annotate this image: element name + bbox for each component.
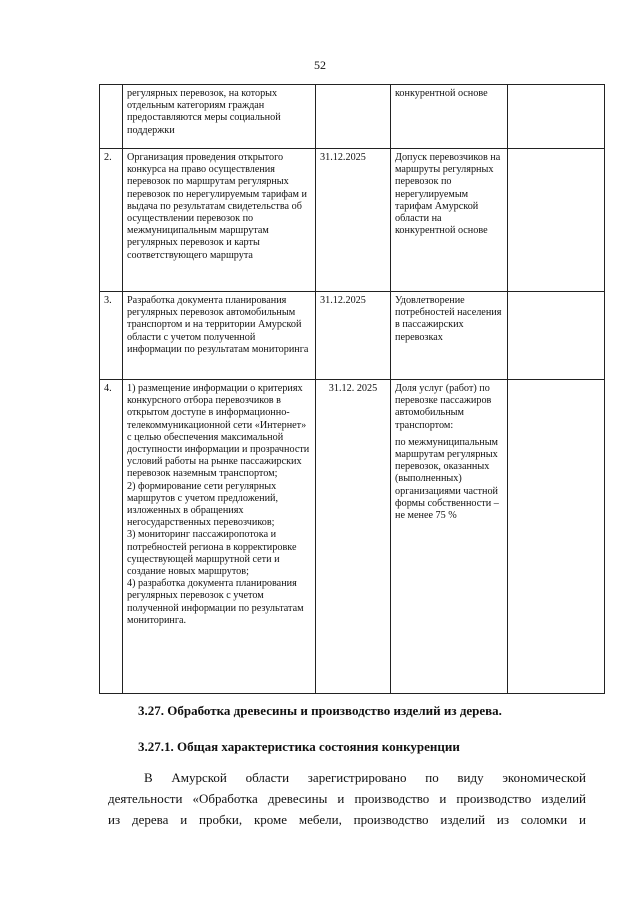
- deadline-date: [316, 85, 391, 149]
- table-row: [100, 292, 605, 380]
- row-number: [100, 85, 123, 149]
- expected-result: [391, 292, 508, 380]
- expected-result: [391, 85, 508, 149]
- expected-result: [391, 380, 508, 694]
- measure-text-part: 3) мониторинг пассажиропотока и потребностей региона в корректировке существующей маршрутной сети и создание новых маршрутов;: [127, 529, 297, 578]
- expected-result: [391, 149, 508, 292]
- measure-text-part: 2) формирование сети регулярных маршрутов с учетом предложений, изложенных в обращениях негосударственных перевозчиков;: [127, 480, 279, 529]
- body-paragraph: [108, 767, 586, 830]
- row-number: 3.: [100, 292, 123, 380]
- measure-text-part: 4) разработка документа планирования регулярных перевозок с учетом полученной информации по результатам мониторинга.: [127, 578, 304, 626]
- measure-text-part: регулярных перевозок, на которых отдельным категориям граждан предоставляются меры социальной поддержки: [127, 88, 281, 136]
- table-row: [100, 149, 605, 292]
- empty-cell: [508, 85, 605, 149]
- measure-text: [123, 149, 316, 292]
- paragraph-line: В Амурской области зарегистрировано по виду экономической: [144, 770, 586, 785]
- empty-cell: [508, 149, 605, 292]
- measures-table: [99, 84, 605, 694]
- table-row: [100, 85, 605, 149]
- subsection-heading: 3.27.1. Общая характеристика состояния конкуренции: [138, 739, 460, 754]
- result-text-part: Доля услуг (работ) по перевозке пассажиров автомобильным транспортом:: [395, 383, 492, 431]
- empty-cell: [508, 380, 605, 694]
- result-text-part: конкурентной основе: [395, 88, 488, 99]
- deadline-date: 31.12.2025: [316, 149, 391, 292]
- result-text-part: Допуск перевозчиков на маршруты регулярных перевозок по нерегулируемым тарифам Амурской области на конкурентной основе: [395, 152, 501, 237]
- measure-text: [123, 85, 316, 149]
- deadline-date: 31.12.2025: [316, 292, 391, 380]
- row-number: 2.: [100, 149, 123, 292]
- measure-text-part: Организация проведения открытого конкурса на право осуществления перевозок по маршрутам регулярных перевозок по нерегулируемым тарифам и выдача по результатам свидетельства об осуществлении перевозок по межмуниципальным маршрутам регулярных перевозок и карты соответствующего маршрута: [127, 152, 307, 261]
- measure-text-part: 1) размещение информации о критериях конкурсного отбора перевозчиков в открытом доступе в информационно-телекоммуникационной сети «Интернет» с целью обеспечения максимальной доступности информации и прозрачности условий работы на рынке пассажирских перевозок наземным транспортом;: [127, 383, 310, 480]
- empty-cell: [508, 292, 605, 380]
- section-heading: 3.27. Обработка древесины и производство изделий из дерева.: [138, 703, 502, 718]
- result-text-part: Удовлетворение потребностей населения в пассажирских перевозках: [395, 295, 502, 343]
- measure-text-part: Разработка документа планирования регулярных перевозок автомобильным транспортом и на территории Амурской области с учетом полученной информации по результатам мониторинга: [127, 295, 309, 355]
- measure-text: [123, 380, 316, 694]
- result-text-part: по межмуниципальным маршрутам регулярных перевозок, оказанных (выполненных) организациями частной формы собственности – не менее 75 %: [395, 436, 499, 522]
- page-number: 52: [314, 58, 326, 72]
- measure-text: [123, 292, 316, 380]
- paragraph-line: из дерева и пробки, кроме мебели, производство изделий из соломки и: [108, 812, 586, 827]
- deadline-date: 31.12. 2025: [316, 380, 391, 694]
- row-number: 4.: [100, 380, 123, 694]
- table-row: [100, 380, 605, 694]
- paragraph-line: деятельности «Обработка древесины и производство и производство изделий: [108, 791, 586, 806]
